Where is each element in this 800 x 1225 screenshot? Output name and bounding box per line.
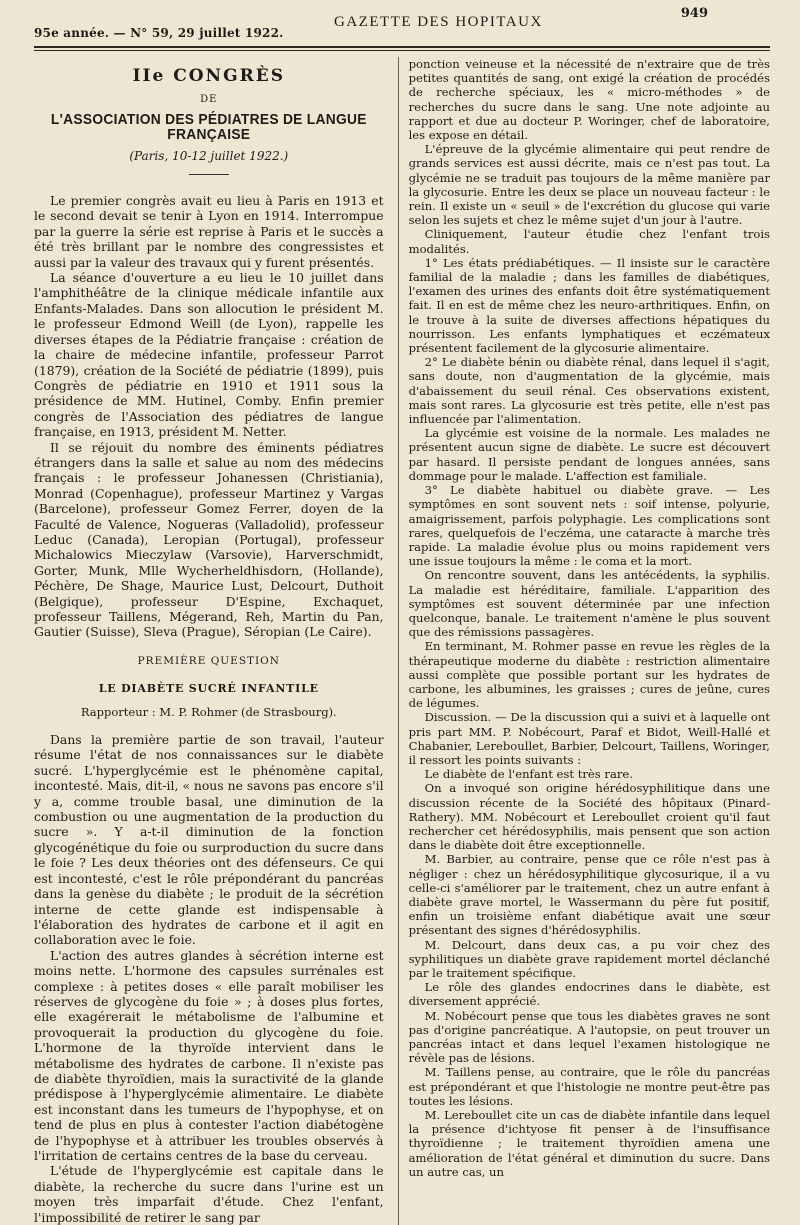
paragraph: En terminant, M. Rohmer passe en revue les règles de la thérapeutique moderne du diabète : restriction alimentaire aussi complète que possible portant sur les hydrates de carbone, les albumines, les graisses ; cures de jeûne, cures de légumes. <box>408 639 770 711</box>
page-header <box>34 6 770 40</box>
congress-dates: (Paris, 10-12 juillet 1922.) <box>129 148 289 163</box>
paragraph: 1° Les états prédiabétiques. — Il insiste sur le caractère familial de la maladie ; dans les familles de diabétiques, l'examen des urines des enfants doit être systématiquement fait. Il en est de même chez les neuro-arthritiques. Enfin, on le trouve à la suite de diverses affections hépatiques du nourrisson. Les enfants lymphatiques et eczémateux présentent facilement de la glycosurie alimentaire. <box>408 255 770 356</box>
page-number: 949 <box>680 6 708 21</box>
paragraph: M. Lereboullet cite un cas de diabète infantile dans lequel la présence d'ichtyose fit penser à de l'insuffisance thyroïdienne ; le traitement thyroïdien amena une amélioration de l'état général et diminution du sucre. Dans un autre cas, un <box>408 1108 770 1179</box>
paragraph: On a invoqué son origine hérédosyphilitique dans une discussion récente de la Société des hôpitaux (Pinard-Rathery). MM. Nobécourt et Lereboullet croient qu'il faut rechercher cet hérédosyphilis, mais pensent que son action dans le diabète doit être exceptionnelle. <box>408 781 770 853</box>
paragraph: L'étude de l'hyperglycémie est capitale dans le diabète, la recherche du sucre dans l'urine est un moyen très imparfait d'étude. Chez l'enfant, l'impossibilité de retirer le sang par <box>34 1163 384 1225</box>
paragraph: ponction veineuse et la nécessité de n'extraire que de très petites quantités de sang, ont exigé la création de procédés de recherche spéciaux, les « micro-méthodes » de recherches du sucre dans le sang. Une note adjointe au rapport et due au docteur P. Woringer, chef de laboratoire, les expose en détail. <box>408 57 770 143</box>
paragraph: Cliniquement, l'auteur étudie chez l'enfant trois modalités. <box>408 227 770 256</box>
journal-title: GAZETTE DES HOPITAUX <box>334 14 543 30</box>
paragraph: L'action des autres glandes à sécrétion interne est moins nette. L'hormone des capsules surrénales est complexe : à petites doses « elle paraît mobiliser les réserves de glycogène du foie » ; à doses plus fortes, elle exagérerait le métabolisme de l'albumine et provoquerait la production du glycogène du foie. L'hormone de la thyroïde intervient dans le métabolisme des hydrates de carbone. Il n'existe pas de diabète thyroïdien, mais la suractivité de la glande prédispose à l'hyperglycémie alimentaire. Le diabète est inconstant dans les tumeurs de l'hypophyse, et on tend de plus en plus à contester l'action diabétogène de l'hypophyse et à attribuer les troubles observés à l'irritation de certains centres de la base du cerveau. <box>34 947 384 1163</box>
paragraph: Le diabète de l'enfant est très rare. <box>424 767 633 782</box>
right-column <box>398 57 770 1225</box>
paragraph: Discussion. — De la discussion qui a suivi et à laquelle ont pris part MM. P. Nobécourt, Paraf et Bidot, Weill-Hallé et Chabanier, Lereboullet, Barbier, Delcourt, Taillens, Woringer, il ressort les points suivants : <box>408 710 770 767</box>
congress-title: IIe CONGRÈS <box>132 66 285 86</box>
paragraph: M. Barbier, au contraire, pense que ce rôle n'est pas à négliger : chez un hérédosyphilitique glycosurique, il a vu celle-ci s'améliorer par le traitement, chez un autre enfant à diabète grave mortel, le Wassermann du père fut positif, enfin un troisième enfant diabétique avait une sœur présentant des signes d'hérédosyphilis. <box>408 852 770 938</box>
paragraph: Il se réjouit du nombre des éminents pédiatres étrangers dans la salle et salue au nom des médecins français : le professeur Johanessen (Christiania), Monrad (Copenhague), professeur Martinez y Vargas (Barcelone), professeur Gomez Ferrer, doyen de la Faculté de Valence, Nogueras (Valladolid), professeur Leduc (Canada), Leropian (Portugal), professeur Michalowics Mieczylaw (Varsovie), Harverschmidt, Gorter, Munk, Mlle Wycherheldhisdorn, (Hollande), Péchère, De Shage, Maurice Lust, Delcourt, Duthoit (Belgique), professeur D'Espine, Exchaquet, professeur Taillens, Mégerand, Reh, Martin du Pan, Gautier (Suisse), Sleva (Prague), Séropian (Le Caire). <box>34 439 384 640</box>
question-subject: LE DIABÈTE SUCRÉ INFANTILE <box>98 682 319 696</box>
issue-info: 95e année. — N° 59, 29 juillet 1922. <box>34 26 284 40</box>
paragraph: 2° Le diabète bénin ou diabète rénal, dans lequel il s'agit, sans doute, non d'augmentation de la glycémie, mais d'abaissement du seuil rénal. Ces observations existent, mais sont rares. La glycosurie est très petite, elle n'est pas influencée par l'alimentation. <box>408 355 770 427</box>
paragraph: Dans la première partie de son travail, l'auteur résume l'état de nos connaissances sur le diabète sucré. L'hyperglycémie est le phénomène capital, incontesté. Mais, dit-il, « nous ne savons pas encore s'il y a, comme trouble basal, une diminution de la combustion ou une augmentation de la production du sucre ». Y a-t-il diminution de la fonction glycogénétique du foie ou surproduction du sucre dans le foie ? Les deux théories ont des défenseurs. Ce qui est incontesté, c'est le rôle prépondérant du pancréas dans la genèse du diabète ; le produit de la sécrétion interne de cette glande est indispensable à l'élaboration des hydrates de carbone et il agit en collaboration avec le foie. <box>34 732 384 948</box>
paragraph: M. Delcourt, dans deux cas, a pu voir chez des syphilitiques un diabète grave rapidement mortel déclanché par le traitement spécifique. <box>408 937 770 980</box>
paragraph: La séance d'ouverture a eu lieu le 10 juillet dans l'amphithéâtre de la clinique médicale infantile aux Enfants-Malades. Dans son allocution le président M. le professeur Edmond Weill (de Lyon), rappelle les diverses étapes de la Pédiatrie française : création de la chaire de médecine infantile, professeur Parrot (1879), création de la Société de pédiatrie (1899), puis Congrès de pédiatrie en 1910 et 1911 sous la présidence de MM. Hutinel, Comby. Enfin premier congrès de l'Association des pédiatres de langue française, en 1913, président M. Netter. <box>34 270 384 440</box>
congress-de: DE <box>200 94 218 106</box>
columns <box>34 57 770 1225</box>
title-divider <box>189 174 229 175</box>
rapporteur: Rapporteur : M. P. Rohmer (de Strasbourg). <box>80 704 337 719</box>
paragraph: L'épreuve de la glycémie alimentaire qui peut rendre de grands services est aussi décrite, mais ce n'est pas tout. La glycémie ne se traduit pas toujours de la même manière par la glycosurie. Entre les deux se place un nouveau facteur : le rein. Il existe un « seuil » de l'excrétion du glucose qui varie selon les sujets et chez le même sujet d'un jour à l'autre. <box>408 142 770 228</box>
paragraph: M. Taillens pense, au contraire, que le rôle du pancréas est prépondérant et que l'histologie ne montre peut-être pas toutes les lésions. <box>408 1065 770 1108</box>
paragraph: La glycémie est voisine de la normale. Les malades ne présentent aucun signe de diabète. Le sucre est découvert par hasard. Il persiste pendant de longues années, sans dommage pour le malade. L'affection est familiale. <box>408 426 770 483</box>
paragraph: Le rôle des glandes endocrines dans le diabète, est diversement apprécié. <box>408 980 770 1009</box>
paragraph: On rencontre souvent, dans les antécédents, la syphilis. La maladie est héréditaire, familiale. L'apparition des symptômes est souvent déterminée par une infection quelconque, banale. Le traitement n'amène le plus souvent que des rémissions passagères. <box>408 568 770 640</box>
paragraph: 3° Le diabète habituel ou diabète grave. — Les symptômes en sont souvent nets : soif intense, polyurie, amaigrissement, parfois polyphagie. Les complications sont rares, quelquefois de l'eczéma, une cataracte à marche très rapide. La maladie évolue plus ou moins rapidement vers une issue toujours la même : le coma et la mort. <box>408 483 770 569</box>
association-title: L'ASSOCIATION DES PÉDIATRES DE LANGUE FRANÇAISE <box>50 110 367 144</box>
question-title: PREMIÈRE QUESTION <box>137 654 280 667</box>
paragraph: M. Nobécourt pense que tous les diabètes graves ne sont pas d'origine pancréatique. A l'autopsie, on peut trouver un pancréas intact et dans lequel l'examen histologique ne révèle pas de lésions. <box>408 1008 770 1066</box>
paragraph: Le premier congrès avait eu lieu à Paris en 1913 et le second devait se tenir à Lyon en 1914. Interrompue par la guerre la série est reprise à Paris et le succès a été très brillant par le nombre des congressistes et aussi par la valeur des travaux qui y furent présentés. <box>34 193 384 270</box>
left-column <box>34 57 384 1225</box>
header-rule <box>34 46 770 51</box>
